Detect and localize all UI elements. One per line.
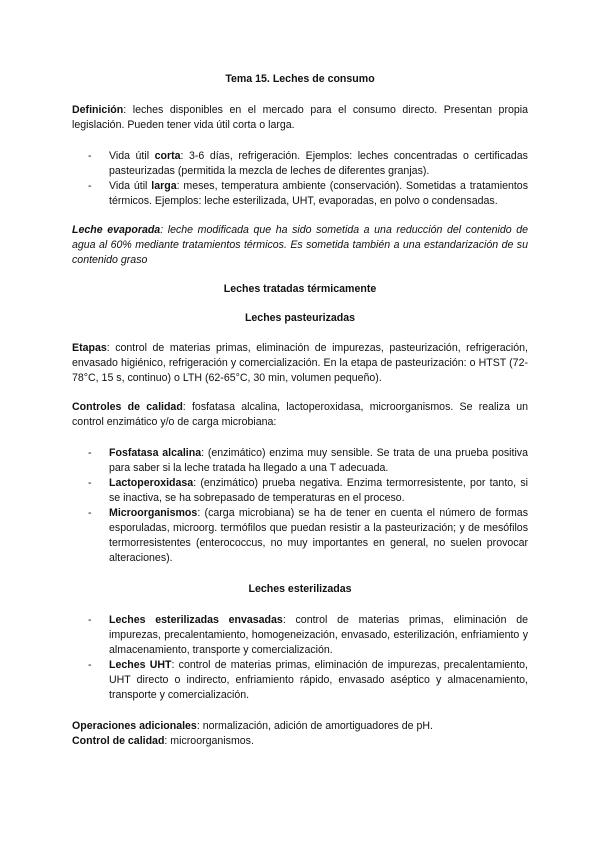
- definicion-text: : leches disponibles en el mercado para el consumo directo. Presentan propia legislación. Pueden tener vida útil corta o larga.: [72, 104, 528, 131]
- list-item: - Lactoperoxidasa: (enzimático) prueba negativa. Enzima termorresistente, por tanto, si se inactiva, se ha sobrepasado de temperaturas en el proceso.: [72, 476, 528, 506]
- control-calidad-text: : microorganismos.: [164, 735, 254, 747]
- list-item: - Leches UHT: control de materias primas, eliminación de impurezas, precalentamiento, UHT directo o indirecto, enfriamiento rápido, envasado aséptico y almacenamiento, transporte y comercialización.: [72, 658, 528, 703]
- etapas-label: Etapas: [72, 342, 107, 354]
- section-heading-pasteurizadas: Leches pasteurizadas: [244, 312, 356, 324]
- controles-label: Controles de calidad: [72, 401, 183, 413]
- operaciones-label: Operaciones adicionales: [72, 720, 197, 732]
- definicion-paragraph: [72, 103, 528, 133]
- controles-paragraph: [72, 400, 528, 430]
- list-item: - Fosfatasa alcalina: (enzimático) enzima muy sensible. Se trata de una prueba positiva para saber si la leche tratada ha llegado a una T adecuada.: [72, 446, 528, 476]
- document-title: Tema 15. Leches de consumo: [225, 73, 375, 85]
- list-item: - Vida útil larga: meses, temperatura ambiente (conservación). Sometidas a tratamientos térmicos. Ejemplos: leche esterilizada, UHT, evaporadas, en polvo o condensadas.: [72, 179, 528, 209]
- list-item: - Microorganismos: (carga microbiana) se ha de tener en cuenta el número de formas esporuladas, microorg. termófilos que puedan resistir a la pasteurización; y de mesófilos termorresistentes (enterococcus, no muy importantes en general, no suelen provocar alteraciones).: [72, 506, 528, 566]
- section-heading-esterilizadas: Leches esterilizadas: [248, 583, 352, 595]
- operaciones-paragraph: [72, 719, 528, 734]
- section-heading-termicas: Leches tratadas térmicamente: [223, 283, 377, 295]
- vida-util-list: [72, 149, 528, 209]
- controles-list: [72, 446, 528, 566]
- etapas-text: : control de materias primas, eliminación de impurezas, pasteurización, refrigeración, envasado higiénico, refrigeración y comercialización. En la etapa de pasteurización: o HTST (72-78°C, 15 s, continuo) o LTH (62-65°C, 30 min, volumen pequeño).: [72, 342, 528, 384]
- operaciones-text: : normalización, adición de amortiguadores de pH.: [196, 720, 433, 732]
- evaporada-text: : leche modificada que ha sido sometida a una reducción del contenido de agua al 60% mediante tratamientos térmicos. Es sometida también a una estandarización de su contenido graso: [72, 224, 528, 266]
- list-item: - Vida útil corta: 3-6 días, refrigeración. Ejemplos: leches concentradas o certificadas pasteurizadas (permitida la mezcla de leches de diferentes granjas).: [72, 149, 528, 179]
- controles-text: : fosfatasa alcalina, lactoperoxidasa, microorganismos. Se realiza un control enzimático y/o de carga microbiana:: [72, 401, 528, 428]
- etapas-paragraph: [72, 341, 528, 386]
- evaporada-paragraph: [72, 223, 528, 268]
- control-calidad-paragraph: [72, 734, 528, 749]
- definicion-label: Definición: [72, 104, 124, 116]
- evaporada-label: Leche evaporada: [72, 224, 161, 236]
- esterilizadas-list: [72, 613, 528, 703]
- control-calidad-label: Control de calidad: [72, 735, 165, 747]
- list-item: - Leches esterilizadas envasadas: control de materias primas, eliminación de impurezas, precalentamiento, homogeneización, envasado, esterilización, enfriamiento y almacenamiento, transporte y comercialización.: [72, 613, 528, 658]
